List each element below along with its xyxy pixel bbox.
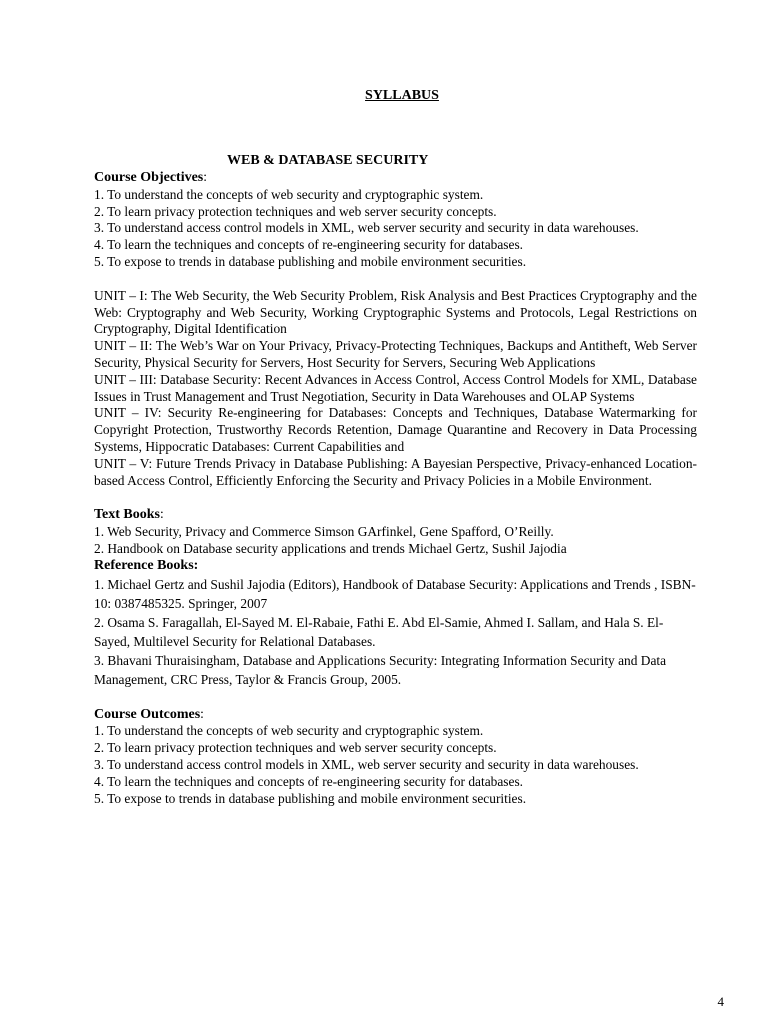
reference-book-item: 2. Osama S. Faragallah, El-Sayed M. El-Rabaie, Fathi E. Abd El-Samie, Ahmed I. Sallam, and Hala S. El-Sayed, Multilevel Security for Relational Databases. (94, 614, 664, 649)
reference-book-item: 1. Michael Gertz and Sushil Jajodia (Editors), Handbook of Database Security: Applications and Trends , ISBN-10: 0387485325. Springer, 2007 (94, 576, 696, 611)
objective-item: 2. To learn privacy protection techniques and web server security concepts. (94, 203, 497, 219)
outcome-item: 1. To understand the concepts of web security and cryptographic system. (94, 723, 484, 739)
course-objectives-heading (94, 169, 697, 187)
unit-paragraph: UNIT – V: Future Trends Privacy in Database Publishing: A Bayesian Perspective, Privacy-enhanced Location-based Access Control, Efficiently Enforcing the Security and Privacy Policies in a Mobile Environment. (94, 455, 697, 488)
objective-item: 4. To learn the techniques and concepts of re-engineering security for databases. (94, 237, 524, 253)
outcome-item: 5. To expose to trends in database publishing and mobile environment securities. (94, 790, 527, 806)
outcome-item: 3. To understand access control models in XML, web server security and security in data warehouses. (94, 756, 639, 772)
spacer (94, 489, 697, 506)
text-books-label: Text Books (94, 507, 161, 523)
reference-books-heading: Reference Books: (94, 557, 199, 573)
text-books-colon: : (160, 506, 164, 522)
reference-book-item: 3. Bhavani Thuraisingham, Database and Applications Security: Integrating Information Security and Data Management, CRC Press, Taylor & Francis Group, 2005. (94, 652, 667, 687)
page-title: SYLLABUS (365, 88, 439, 103)
page-number: 4 (717, 994, 724, 1009)
course-outcomes-heading (94, 706, 697, 724)
course-outcomes-label: Course Outcomes (94, 706, 201, 722)
syllabus-content (94, 152, 697, 807)
unit-paragraph: UNIT – II: The Web’s War on Your Privacy, Privacy-Protecting Techniques, Backups and Antitheft, Web Server Security, Physical Security for Servers, Host Security for Servers, Securing Web Applications (94, 338, 697, 370)
outcome-item: 2. To learn privacy protection techniques and web server security concepts. (94, 740, 497, 756)
text-book-item: 1. Web Security, Privacy and Commerce Simson GArfinkel, Gene Spafford, O’Reilly. (94, 524, 554, 540)
subject-title: WEB & DATABASE SECURITY (227, 153, 429, 168)
course-objectives-label: Course Objectives (94, 170, 204, 185)
objective-item: 5. To expose to trends in database publishing and mobile environment securities. (94, 253, 527, 269)
objective-item: 3. To understand access control models in XML, web server security and security in data warehouses. (94, 220, 639, 236)
text-books-heading (94, 506, 697, 524)
course-objectives-colon: : (203, 169, 207, 184)
outcome-item: 4. To learn the techniques and concepts of re-engineering security for databases. (94, 773, 524, 789)
unit-paragraph: UNIT – I: The Web Security, the Web Security Problem, Risk Analysis and Best Practices Cryptography and the Web: Cryptography and Web Security, Working Cryptographic Systems and Protocols, Legal Restrictions on Cryptography, Digital Identification (94, 287, 697, 337)
course-outcomes-colon: : (200, 705, 204, 721)
spacer (94, 689, 697, 706)
unit-paragraph: UNIT – IV: Security Re-engineering for Databases: Concepts and Techniques, Database Watermarking for Copyright Protection, Trustworthy Records Retention, Damage Quarantine and Recovery in Data Processing Systems, Hippocratic Databases: Current Capabilities and (94, 405, 697, 454)
text-book-item: 2. Handbook on Database security applications and trends Michael Gertz, Sushil Jajodia (94, 540, 567, 556)
objective-item: 1. To understand the concepts of web security and cryptographic system. (94, 186, 484, 202)
spacer (94, 271, 697, 288)
unit-paragraph: UNIT – III: Database Security: Recent Advances in Access Control, Access Control Models for XML, Database Issues in Trust Management and Trust Negotiation, Security in Data Warehouses and OLAP Systems (94, 371, 697, 404)
